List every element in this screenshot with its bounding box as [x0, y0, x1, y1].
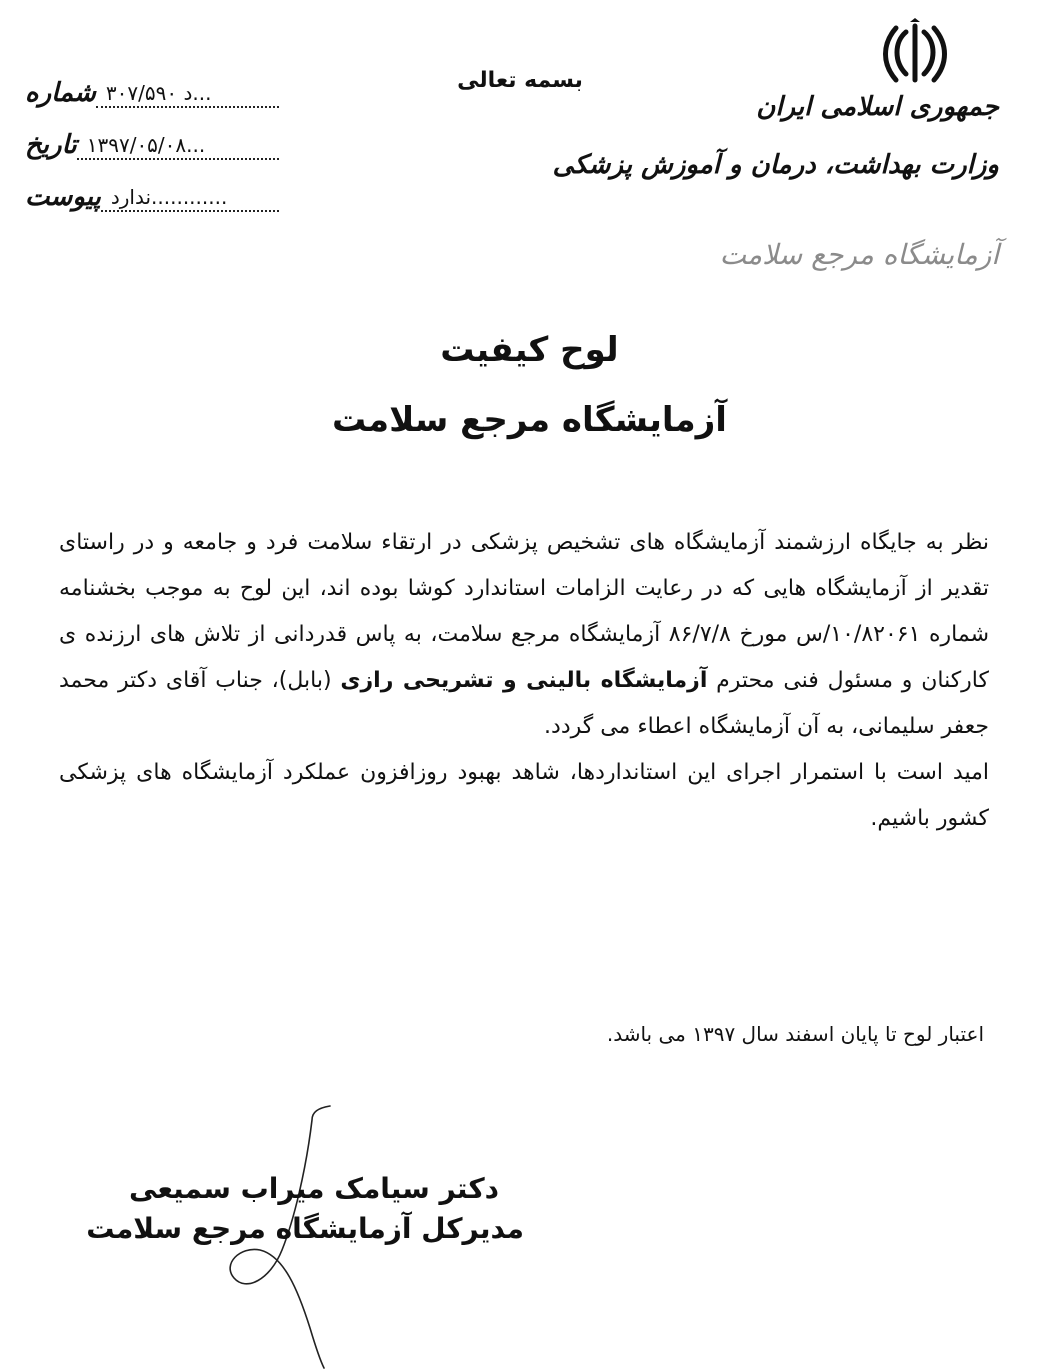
lab-name-bold: آزمایشگاه بالینی و تشریحی رازی — [340, 668, 708, 693]
body-paragraph-2: امید است با استمرار اجرای این استانداردها، شاهد بهبود روزافزون عملکرد آزمایشگاه های پزشکی کشور باشیم. — [59, 760, 989, 831]
date-label: تاریخ — [25, 130, 77, 160]
signatory-name: دکتر سیامک میراب سمیعی — [128, 1172, 499, 1205]
certificate-subtitle: آزمایشگاه مرجع سلامت — [332, 400, 727, 440]
signatory-title: مدیرکل آزمایشگاه مرجع سلامت — [86, 1212, 524, 1245]
number-value: ۳۰۷/۵۹۰ د... — [96, 80, 279, 108]
ministry-title: وزارت بهداشت، درمان و آموزش پزشکی — [552, 150, 999, 180]
letter-body — [59, 520, 989, 842]
attachment-value: ندارد............ — [101, 184, 279, 212]
letter-number-row — [25, 72, 285, 108]
republic-title: جمهوری اسلامی ایران — [756, 92, 999, 122]
attachment-label: پیوست — [25, 182, 101, 212]
letter-date-row — [25, 124, 285, 160]
invocation: بسمه تعالی — [457, 68, 583, 93]
certificate-title: لوح کیفیت — [440, 330, 619, 370]
letter-attachment-row — [25, 176, 285, 212]
validity-note: اعتبار لوح تا پایان اسفند سال ۱۳۹۷ می باشد. — [606, 1022, 984, 1046]
iran-emblem-icon — [880, 18, 950, 88]
lab-title: آزمایشگاه مرجع سلامت — [719, 238, 999, 271]
date-value: ۱۳۹۷/۰۵/۰۸... — [77, 132, 279, 160]
body-paragraph-1: نظر به جایگاه ارزشمند آزمایشگاه های تشخیص پزشکی در ارتقاء سلامت فرد و جامعه و در راستای تقدیر از آزمایشگاه هایی که در رعایت الزامات استاندارد کوشا بوده اند، این لوح به موجب بخشنامه شماره ۱۰/۸۲۰۶۱/س مورخ ۸۶/۷/۸ آزمایشگاه مرجع سلامت، به پاس قدردانی از تلاش های ارزنده ی کارکنان و مسئول فنی محترم آزمایشگاه بالینی و تشریحی رازی (بابل)، جناب آقای دکتر محمد جعفر سلیمانی، به آن آزمایشگاه اعطاء می گردد. — [59, 530, 990, 739]
number-label: شماره — [25, 78, 96, 108]
